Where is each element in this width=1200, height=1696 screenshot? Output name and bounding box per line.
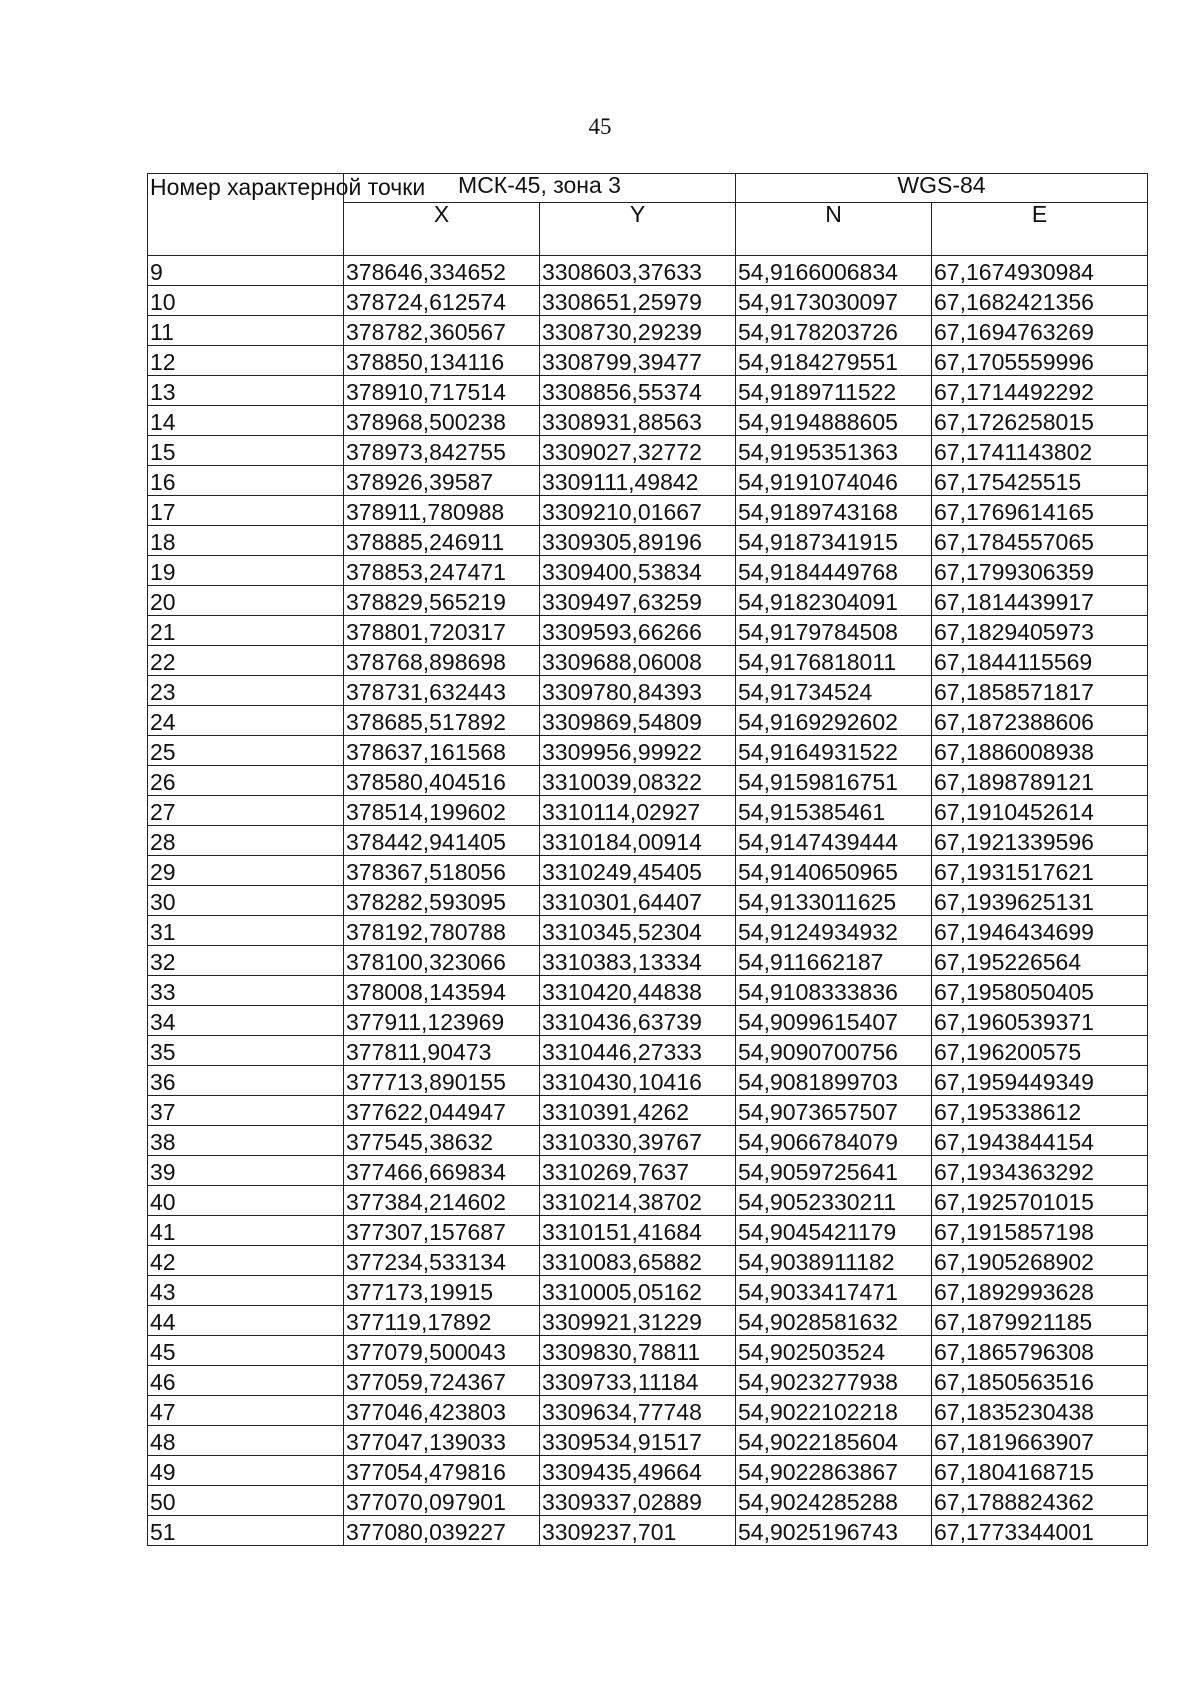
y-cell: 3310184,00914 [540,826,736,856]
e-cell: 67,1799306359 [932,556,1148,586]
y-cell: 3309337,02889 [540,1486,736,1516]
y-cell: 3310391,4262 [540,1096,736,1126]
n-cell: 54,902503524 [736,1336,932,1366]
y-cell: 3310446,27333 [540,1036,736,1066]
n-cell: 54,9024285288 [736,1486,932,1516]
y-cell: 3309780,84393 [540,676,736,706]
x-cell: 377307,157687 [344,1216,540,1246]
table-row [148,466,1148,496]
e-cell: 67,175425515 [932,466,1148,496]
x-cell: 378926,39587 [344,466,540,496]
point-number-cell: 40 [148,1186,344,1216]
y-cell: 3310430,10416 [540,1066,736,1096]
y-cell: 3309497,63259 [540,586,736,616]
e-cell: 67,1804168715 [932,1456,1148,1486]
x-column-header: X [344,203,540,256]
point-number-cell: 36 [148,1066,344,1096]
point-number-cell: 29 [148,856,344,886]
point-number-cell: 13 [148,376,344,406]
e-cell: 67,1865796308 [932,1336,1148,1366]
x-cell: 378637,161568 [344,736,540,766]
point-number-cell: 28 [148,826,344,856]
wgs-group-header: WGS-84 [736,174,1148,203]
point-number-cell: 26 [148,766,344,796]
n-cell: 54,9073657507 [736,1096,932,1126]
n-cell: 54,9108333836 [736,976,932,1006]
y-cell: 3309435,49664 [540,1456,736,1486]
n-cell: 54,9182304091 [736,586,932,616]
n-cell: 54,9178203726 [736,316,932,346]
x-cell: 377234,533134 [344,1246,540,1276]
table-row [148,346,1148,376]
y-cell: 3309634,77748 [540,1396,736,1426]
e-cell: 67,1892993628 [932,1276,1148,1306]
table-row [148,676,1148,706]
e-cell: 67,1682421356 [932,286,1148,316]
point-number-cell: 39 [148,1156,344,1186]
x-cell: 378910,717514 [344,376,540,406]
y-cell: 3310420,44838 [540,976,736,1006]
x-cell: 377070,097901 [344,1486,540,1516]
y-cell: 3309733,11184 [540,1366,736,1396]
table-row [148,496,1148,526]
n-cell: 54,9140650965 [736,856,932,886]
y-cell: 3309688,06008 [540,646,736,676]
table-row [148,556,1148,586]
y-cell: 3309237,701 [540,1516,736,1546]
n-cell: 54,9099615407 [736,1006,932,1036]
n-column-header: N [736,203,932,256]
y-cell: 3308651,25979 [540,286,736,316]
e-cell: 67,1844115569 [932,646,1148,676]
page-number: 45 [588,114,612,139]
x-cell: 377054,479816 [344,1456,540,1486]
n-cell: 54,9022863867 [736,1456,932,1486]
y-cell: 3309830,78811 [540,1336,736,1366]
point-number-cell: 10 [148,286,344,316]
y-cell: 3309305,89196 [540,526,736,556]
n-cell: 54,9169292602 [736,706,932,736]
n-cell: 54,9191074046 [736,466,932,496]
table-row [148,1306,1148,1336]
e-cell: 67,1741143802 [932,436,1148,466]
point-number-cell: 22 [148,646,344,676]
y-cell: 3309593,66266 [540,616,736,646]
e-cell: 67,1939625131 [932,886,1148,916]
e-cell: 67,1886008938 [932,736,1148,766]
x-cell: 378885,246911 [344,526,540,556]
e-cell: 67,196200575 [932,1036,1148,1066]
y-cell: 3310330,39767 [540,1126,736,1156]
table-row [148,436,1148,466]
point-number-cell: 19 [148,556,344,586]
table-row [148,616,1148,646]
table-row [148,1126,1148,1156]
x-cell: 377713,890155 [344,1066,540,1096]
x-cell: 377545,38632 [344,1126,540,1156]
n-cell: 54,9081899703 [736,1066,932,1096]
y-cell: 3308799,39477 [540,346,736,376]
e-cell: 67,1835230438 [932,1396,1148,1426]
point-number-cell: 25 [148,736,344,766]
point-number-cell: 17 [148,496,344,526]
e-cell: 67,1788824362 [932,1486,1148,1516]
e-cell: 67,1921339596 [932,826,1148,856]
table-row [148,406,1148,436]
e-cell: 67,1910452614 [932,796,1148,826]
e-cell: 67,1898789121 [932,766,1148,796]
x-cell: 377047,139033 [344,1426,540,1456]
point-number-cell: 42 [148,1246,344,1276]
n-cell: 54,9045421179 [736,1216,932,1246]
point-number-cell: 20 [148,586,344,616]
point-number-cell: 27 [148,796,344,826]
x-cell: 378646,334652 [344,256,540,286]
e-cell: 67,1829405973 [932,616,1148,646]
point-number-cell: 51 [148,1516,344,1546]
table-row [148,1186,1148,1216]
y-cell: 3309534,91517 [540,1426,736,1456]
point-number-cell: 9 [148,256,344,286]
x-cell: 378731,632443 [344,676,540,706]
n-cell: 54,9195351363 [736,436,932,466]
y-cell: 3310301,64407 [540,886,736,916]
x-cell: 378911,780988 [344,496,540,526]
e-cell: 67,1960539371 [932,1006,1148,1036]
point-number-cell: 48 [148,1426,344,1456]
table-row [148,1006,1148,1036]
point-number-cell: 14 [148,406,344,436]
n-cell: 54,9028581632 [736,1306,932,1336]
e-cell: 67,1858571817 [932,676,1148,706]
table-row [148,1366,1148,1396]
n-cell: 54,91734524 [736,676,932,706]
table-row [148,1246,1148,1276]
n-cell: 54,9022185604 [736,1426,932,1456]
table-body [148,256,1148,1546]
point-number-cell: 32 [148,946,344,976]
y-cell: 3308730,29239 [540,316,736,346]
e-cell: 67,1694763269 [932,316,1148,346]
n-cell: 54,9133011625 [736,886,932,916]
table-row [148,646,1148,676]
table-row [148,526,1148,556]
e-cell: 67,1714492292 [932,376,1148,406]
point-number-cell: 34 [148,1006,344,1036]
point-number-cell: 44 [148,1306,344,1336]
x-cell: 377080,039227 [344,1516,540,1546]
y-cell: 3310383,13334 [540,946,736,976]
x-cell: 378282,593095 [344,886,540,916]
x-cell: 377811,90473 [344,1036,540,1066]
point-number-cell: 18 [148,526,344,556]
y-cell: 3310345,52304 [540,916,736,946]
x-cell: 377173,19915 [344,1276,540,1306]
point-number-cell: 41 [148,1216,344,1246]
table-header [148,174,1148,256]
e-cell: 67,1814439917 [932,586,1148,616]
point-number-cell: 47 [148,1396,344,1426]
n-cell: 54,9194888605 [736,406,932,436]
x-cell: 378724,612574 [344,286,540,316]
table-row [148,376,1148,406]
n-cell: 54,9025196743 [736,1516,932,1546]
x-cell: 378968,500238 [344,406,540,436]
x-cell: 378008,143594 [344,976,540,1006]
n-cell: 54,9023277938 [736,1366,932,1396]
point-number-cell: 37 [148,1096,344,1126]
y-cell: 3309956,99922 [540,736,736,766]
x-cell: 378192,780788 [344,916,540,946]
n-cell: 54,9059725641 [736,1156,932,1186]
point-number-cell: 11 [148,316,344,346]
x-cell: 377911,123969 [344,1006,540,1036]
point-number-cell: 46 [148,1366,344,1396]
e-cell: 67,1931517621 [932,856,1148,886]
table-row [148,1396,1148,1426]
n-cell: 54,9147439444 [736,826,932,856]
x-cell: 378685,517892 [344,706,540,736]
x-cell: 377059,724367 [344,1366,540,1396]
e-cell: 67,1773344001 [932,1516,1148,1546]
e-cell: 67,1726258015 [932,406,1148,436]
x-cell: 377046,423803 [344,1396,540,1426]
x-cell: 377079,500043 [344,1336,540,1366]
table-row [148,1156,1148,1186]
x-cell: 377384,214602 [344,1186,540,1216]
n-cell: 54,9176818011 [736,646,932,676]
e-cell: 67,1769614165 [932,496,1148,526]
e-cell: 67,1943844154 [932,1126,1148,1156]
n-cell: 54,915385461 [736,796,932,826]
e-cell: 67,1705559996 [932,346,1148,376]
n-cell: 54,9066784079 [736,1126,932,1156]
x-cell: 378514,199602 [344,796,540,826]
table-row [148,1456,1148,1486]
e-cell: 67,195338612 [932,1096,1148,1126]
y-cell: 3309400,53834 [540,556,736,586]
n-cell: 54,9033417471 [736,1276,932,1306]
x-cell: 377622,044947 [344,1096,540,1126]
y-cell: 3309027,32772 [540,436,736,466]
point-number-cell: 23 [148,676,344,706]
point-number-cell: 31 [148,916,344,946]
y-cell: 3309921,31229 [540,1306,736,1336]
table-row [148,766,1148,796]
e-cell: 67,1946434699 [932,916,1148,946]
x-cell: 378850,134116 [344,346,540,376]
e-cell: 67,1925701015 [932,1186,1148,1216]
y-cell: 3310249,45405 [540,856,736,886]
point-number-cell: 45 [148,1336,344,1366]
table-row [148,706,1148,736]
table-row [148,1096,1148,1126]
e-cell: 67,195226564 [932,946,1148,976]
table-row [148,1276,1148,1306]
y-cell: 3310005,05162 [540,1276,736,1306]
y-cell: 3308603,37633 [540,256,736,286]
point-number-cell: 21 [148,616,344,646]
e-cell: 67,1872388606 [932,706,1148,736]
n-cell: 54,9189743168 [736,496,932,526]
e-cell: 67,1915857198 [932,1216,1148,1246]
table-row [148,886,1148,916]
x-cell: 378768,898698 [344,646,540,676]
point-number-cell: 38 [148,1126,344,1156]
y-cell: 3308931,88563 [540,406,736,436]
table-row [148,256,1148,286]
e-cell: 67,1850563516 [932,1366,1148,1396]
n-cell: 54,9164931522 [736,736,932,766]
table-row [148,946,1148,976]
point-number-cell: 15 [148,436,344,466]
msk-group-header: МСК-45, зона 3 [344,174,736,203]
e-cell: 67,1819663907 [932,1426,1148,1456]
table-row [148,1426,1148,1456]
x-cell: 377119,17892 [344,1306,540,1336]
e-cell: 67,1879921185 [932,1306,1148,1336]
y-cell: 3308856,55374 [540,376,736,406]
y-cell: 3310214,38702 [540,1186,736,1216]
y-cell: 3310114,02927 [540,796,736,826]
n-cell: 54,9166006834 [736,256,932,286]
x-cell: 378100,323066 [344,946,540,976]
e-cell: 67,1934363292 [932,1156,1148,1186]
table-row [148,316,1148,346]
n-cell: 54,9184449768 [736,556,932,586]
n-cell: 54,9090700756 [736,1036,932,1066]
x-cell: 378801,720317 [344,616,540,646]
x-cell: 378973,842755 [344,436,540,466]
table-row [148,1516,1148,1546]
y-cell: 3310151,41684 [540,1216,736,1246]
x-cell: 378442,941405 [344,826,540,856]
n-cell: 54,9052330211 [736,1186,932,1216]
point-number-cell: 50 [148,1486,344,1516]
point-number-header: Номер характерной точки [148,174,344,256]
table-row [148,796,1148,826]
e-cell: 67,1674930984 [932,256,1148,286]
y-cell: 3309111,49842 [540,466,736,496]
n-cell: 54,9159816751 [736,766,932,796]
table-row [148,286,1148,316]
n-cell: 54,9173030097 [736,286,932,316]
e-cell: 67,1958050405 [932,976,1148,1006]
table-row [148,856,1148,886]
table-row [148,736,1148,766]
table-row [148,1216,1148,1246]
point-number-cell: 16 [148,466,344,496]
table-row [148,586,1148,616]
n-cell: 54,9022102218 [736,1396,932,1426]
table-row [148,1066,1148,1096]
n-cell: 54,9189711522 [736,376,932,406]
n-cell: 54,911662187 [736,946,932,976]
table-row [148,916,1148,946]
y-cell: 3310269,7637 [540,1156,736,1186]
coordinates-table [147,173,1148,1546]
table-row [148,1036,1148,1066]
n-cell: 54,9179784508 [736,616,932,646]
y-cell: 3309210,01667 [540,496,736,526]
n-cell: 54,9038911182 [736,1246,932,1276]
x-cell: 378580,404516 [344,766,540,796]
y-cell: 3309869,54809 [540,706,736,736]
y-cell: 3310039,08322 [540,766,736,796]
x-cell: 377466,669834 [344,1156,540,1186]
n-cell: 54,9184279551 [736,346,932,376]
e-column-header: E [932,203,1148,256]
x-cell: 378367,518056 [344,856,540,886]
y-column-header: Y [540,203,736,256]
table-row [148,976,1148,1006]
point-number-cell: 30 [148,886,344,916]
point-number-cell: 43 [148,1276,344,1306]
table-row [148,826,1148,856]
point-number-cell: 33 [148,976,344,1006]
y-cell: 3310436,63739 [540,1006,736,1036]
point-number-cell: 35 [148,1036,344,1066]
point-number-cell: 12 [148,346,344,376]
e-cell: 67,1905268902 [932,1246,1148,1276]
x-cell: 378829,565219 [344,586,540,616]
n-cell: 54,9124934932 [736,916,932,946]
x-cell: 378782,360567 [344,316,540,346]
n-cell: 54,9187341915 [736,526,932,556]
table-row [148,1336,1148,1366]
y-cell: 3310083,65882 [540,1246,736,1276]
point-number-cell: 24 [148,706,344,736]
x-cell: 378853,247471 [344,556,540,586]
e-cell: 67,1959449349 [932,1066,1148,1096]
e-cell: 67,1784557065 [932,526,1148,556]
point-number-cell: 49 [148,1456,344,1486]
table-row [148,1486,1148,1516]
